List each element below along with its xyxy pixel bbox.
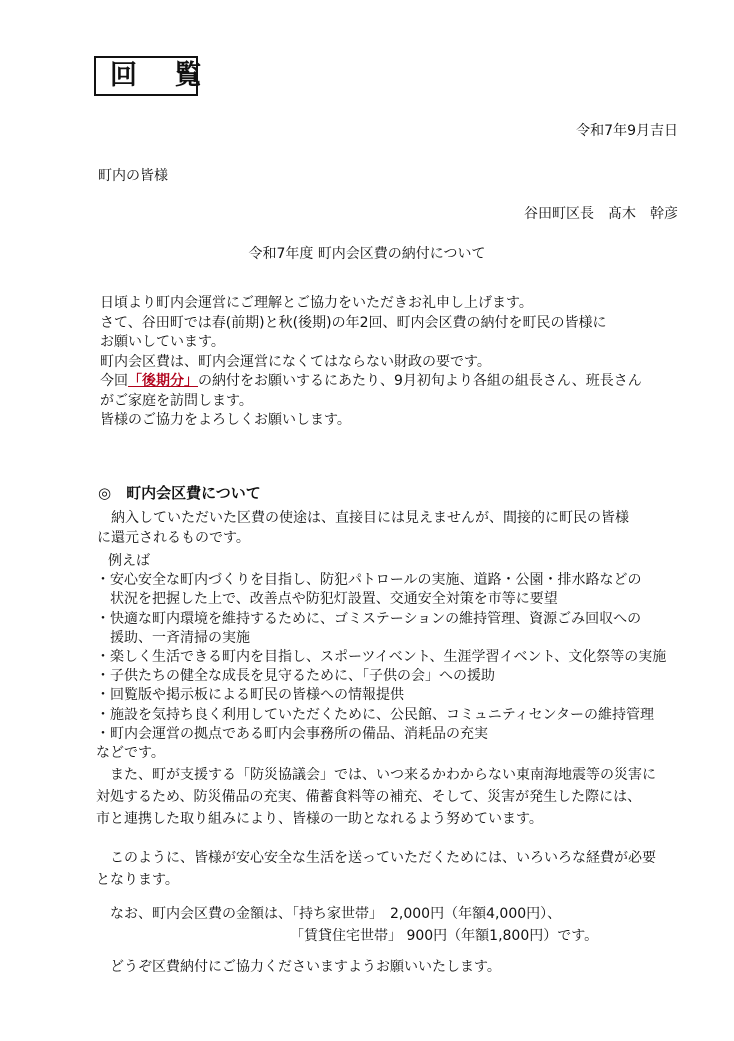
list-item: ・子供たちの健全な成長を見守るために、「子供の会」への援助 bbox=[96, 668, 495, 685]
sender: 谷田町区長 髙木 幹彦 bbox=[524, 206, 678, 222]
issue-date: 令和7年9月吉日 bbox=[576, 123, 678, 139]
section-paragraph-2 bbox=[96, 764, 656, 830]
list-item: ・快適な町内環境を維持するために、ゴミステーションの維持管理、資源ごみ回収への bbox=[96, 610, 642, 627]
intro-text: の納付をお願いするにあたり、9月初旬より各組の組長さん、班長さん bbox=[198, 373, 642, 389]
fee-line-renter: 「賃貸住宅世帯」 900円（年額1,800円）です。 bbox=[290, 928, 599, 944]
intro-line: さて、谷田町では春(前期)と秋(後期)の年2回、町内会区費の納付を町民の皆様に bbox=[100, 314, 607, 331]
paragraph-line: 市と連携した取り組みにより、皆様の一助となれるよう努めています。 bbox=[96, 811, 543, 827]
list-item: ・楽しく生活できる町内を目指し、スポーツイベント、生涯学習イベント、文化祭等の実施 bbox=[96, 649, 667, 666]
intro-line: 皆様のご協力をよろしくお願いします。 bbox=[100, 412, 351, 428]
list-closing: などです。 bbox=[96, 745, 165, 762]
section-paragraph-1 bbox=[97, 508, 629, 548]
intro-text: 今回 bbox=[100, 373, 128, 389]
emphasis-term: 「後期分」 bbox=[128, 373, 198, 389]
paragraph-line: 納入していただいた区費の使途は、直接目には見えませんが、間接的に町民の皆様 bbox=[111, 510, 629, 526]
section-paragraph-3 bbox=[96, 847, 656, 891]
intro-line: 町内会区費は、町内会運営になくてはならない財政の要です。 bbox=[100, 353, 491, 370]
paragraph-line: このように、皆様が安心安全な生活を送っていただくためには、いろいろな経費が必要 bbox=[110, 850, 656, 866]
examples-list bbox=[96, 552, 666, 763]
intro-line: がご家庭を訪問します。 bbox=[100, 392, 253, 409]
paragraph-line: 対処するため、防災備品の充実、備蓄食料等の補充、そして、災害が発生した際には、 bbox=[96, 789, 642, 805]
section-heading: ◎ 町内会区費について bbox=[98, 484, 261, 502]
final-request: どうぞ区費納付にご協力くださいますようお願いいたします。 bbox=[110, 959, 501, 975]
intro-block bbox=[100, 294, 642, 431]
list-item: ・回覧版や掲示板による町民の皆様への情報提供 bbox=[96, 687, 404, 704]
paragraph-line: に還元されるものです。 bbox=[97, 530, 250, 546]
list-item: ・安心安全な町内づくりを目指し、防犯パトロールの実施、道路・公園・排水路などの bbox=[96, 572, 642, 589]
paragraph-line: となります。 bbox=[96, 872, 179, 888]
paragraph-line: また、町が支援する「防災協議会」では、いつ来るかわからない東南海地震等の災害に bbox=[110, 767, 656, 783]
list-item-continued: 状況を把握した上で、改善点や防犯灯設置、交通安全対策を市等に要望 bbox=[110, 591, 558, 608]
list-item-continued: 援助、一斉清掃の実施 bbox=[110, 629, 250, 646]
recipient: 町内の皆様 bbox=[98, 168, 168, 184]
intro-line: 日頃より町内会運営にご理解とご協力をいただきお礼申し上げます。 bbox=[100, 295, 533, 311]
fee-line-owner: なお、町内会区費の金額は、「持ち家世帯」 2,000円（年額4,000円）、 bbox=[110, 906, 562, 922]
list-item: ・施設を気持ち良く利用していただくために、公民館、コミュニティセンターの維持管理 bbox=[96, 706, 655, 723]
example-label: 例えば bbox=[108, 553, 150, 569]
circular-stamp: 回 覧 bbox=[94, 56, 198, 96]
intro-line: お願いしています。 bbox=[100, 334, 225, 350]
document-title: 令和7年度 町内会区費の納付について bbox=[248, 246, 486, 262]
list-item: ・町内会運営の拠点である町内会事務所の備品、消耗品の充実 bbox=[96, 725, 488, 742]
intro-line bbox=[100, 372, 642, 392]
